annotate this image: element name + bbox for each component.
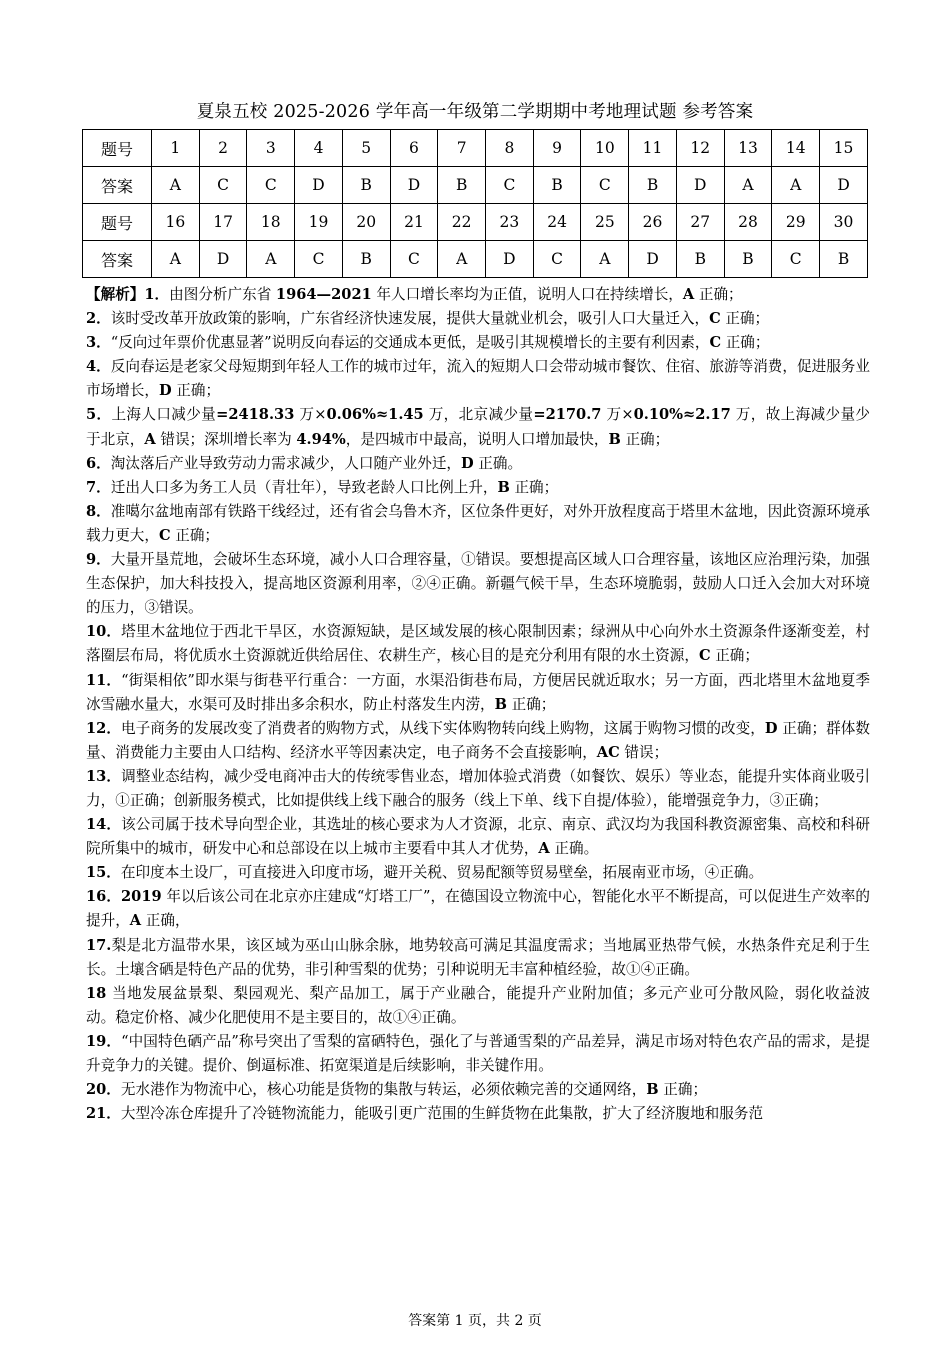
explanation-item	[86, 669, 870, 717]
explanation-text: 淘汰落后产业导致劳动力需求减少，人口随产业外迁，D 正确。	[110, 454, 523, 472]
table-cell: 27	[676, 204, 724, 241]
explanation-text: 2019 年以后该公司在北京亦庄建成“灯塔工厂”，在德国设立物流中心，智能化水平不断提高，可以促进生产效率的提升，A 正确，	[86, 888, 870, 930]
explanation-item	[86, 934, 870, 982]
explanation-item	[86, 1030, 870, 1078]
explanation-section	[86, 283, 870, 1126]
table-row	[83, 167, 868, 204]
explanation-number: 9．	[86, 551, 111, 569]
table-cell: D	[629, 241, 677, 278]
explanation-text: 该时受改革开放政策的影响，广东省经济快速发展，提供大量就业机会，吸引人口大量迁入，C 正确；	[110, 310, 770, 328]
table-cell: A	[724, 167, 772, 204]
table-cell: 17	[199, 204, 247, 241]
explanation-text: 大型冷冻仓库提升了冷链物流能力，能吸引更广范围的生鲜货物在此集散，扩大了经济腹地和服务范	[120, 1105, 764, 1123]
table-cell: 11	[629, 130, 677, 167]
table-cell: B	[533, 167, 581, 204]
table-cell: 2	[199, 130, 247, 167]
table-cell: A	[152, 167, 200, 204]
explanation-text: 塔里木盆地位于西北干旱区，水资源短缺，是区域发展的核心限制因素；绿洲从中心向外水土资源条件逐渐变差，村落圈层布局，将优质水土资源就近供给居住、农耕生产，核心目的是充分利用有限的水土资源，C 正确；	[86, 623, 870, 665]
explanation-number: 20．	[86, 1081, 121, 1099]
table-cell: 25	[581, 204, 629, 241]
explanation-text: 当地发展盆景梨、梨园观光、梨产品加工，属于产业融合，能提升产业附加值；多元产业可分散风险，弱化收益波动。稳定价格、减少化肥使用不是主要目的，故①④正确。	[86, 984, 870, 1026]
table-cell: C	[533, 241, 581, 278]
explanation-item	[86, 355, 870, 403]
explanation-text: 该公司属于技术导向型企业，其选址的核心要求为人才资源，北京、南京、武汉均为我国科教资源密集、高校和科研院所集中的城市，研发中心和总部设在以上城市主要看中其人才优势，A 正确。	[86, 816, 870, 858]
explanation-text: 大量开垦荒地，会破坏生态环境，减小人口合理容量，①错误。要想提高区域人口合理容量，该地区应治理污染，加强生态保护，加大科技投入，提高地区资源利用率，②④正确。新疆气候干旱，生态环境脆弱，鼓励人口迁入会加大对环境的压力，③错误。	[86, 551, 870, 617]
explanation-item	[86, 982, 870, 1030]
table-cell: 1	[152, 130, 200, 167]
explanation-text: “反向过年票价优惠显著”说明反向春运的交通成本更低，是吸引其规模增长的主要有利因素，C 正确；	[110, 334, 770, 352]
explanation-number: 15．	[86, 864, 121, 882]
table-header-cell: 答案	[83, 167, 152, 204]
table-header-cell: 题号	[83, 130, 152, 167]
explanation-text: 上海人口减少量=2418.33 万×0.06%≈1.45 万，北京减少量=2170.7 万×0.10%≈2.17 万，故上海减少量少于北京，A 错误；深圳增长率为 4.94%，是四城市中最高，说明人口增加最快，B 正确；	[86, 406, 870, 448]
table-cell: 9	[533, 130, 581, 167]
table-cell: 19	[295, 204, 343, 241]
table-cell: A	[772, 167, 820, 204]
explanation-number: 17.	[86, 936, 112, 954]
explanation-item	[86, 403, 870, 451]
table-cell: C	[390, 241, 438, 278]
table-cell: A	[247, 241, 295, 278]
table-cell: D	[390, 167, 438, 204]
explanation-item	[86, 765, 870, 813]
table-cell: B	[724, 241, 772, 278]
table-cell: 22	[438, 204, 486, 241]
table-cell: 13	[724, 130, 772, 167]
table-cell: 7	[438, 130, 486, 167]
table-row	[83, 130, 868, 167]
table-cell: B	[342, 241, 390, 278]
table-row	[83, 241, 868, 278]
explanation-item	[86, 1102, 870, 1126]
page-title: 夏泉五校 2025-2026 学年高一年级第二学期期中考地理试题 参考答案	[196, 102, 754, 122]
table-cell: B	[342, 167, 390, 204]
explanation-text: 梨是北方温带水果，该区域为巫山山脉余脉，地势较高可满足其温度需求；当地属亚热带气候，水热条件充足利于生长。土壤含硒是特色产品的优势，非引种雪梨的优势；引种说明无丰富种植经验，故①④正确。	[86, 936, 870, 978]
explanation-number: 3．	[86, 334, 111, 352]
explanation-number: 11．	[86, 671, 122, 689]
explanation-text: 由图分析广东省 1964—2021 年人口增长率均为正值，说明人口在持续增长，A 正确；	[169, 286, 743, 303]
table-cell: C	[295, 241, 343, 278]
table-cell: 5	[342, 130, 390, 167]
table-cell: 15	[820, 130, 868, 167]
explanation-number: 4．	[86, 358, 111, 376]
table-cell: 30	[820, 204, 868, 241]
explanation-number: 13．	[86, 767, 122, 785]
explanation-text: 电子商务的发展改变了消费者的购物方式，从线下实体购物转向线上购物，这属于购物习惯的改变，D 正确；群体数量、消费能力主要由人口结构、经济水平等因素决定，电子商务不会直接影响，AC 错误；	[86, 719, 870, 761]
explanation-number: 【解析】1．	[86, 286, 170, 303]
table-cell: 24	[533, 204, 581, 241]
explanation-text: 无水港作为物流中心，核心功能是货物的集散与转运，必须依赖完善的交通网络，B 正确；	[120, 1081, 708, 1099]
explanation-number: 21．	[86, 1105, 121, 1123]
explanation-item	[86, 861, 870, 885]
table-cell: C	[247, 167, 295, 204]
table-cell: 8	[486, 130, 534, 167]
explanation-item	[86, 548, 870, 620]
explanation-number: 19．	[86, 1032, 122, 1050]
explanation-text: “街渠相依”即水渠与街巷平行重合：一方面，水渠沿街巷布局，方便居民就近取水；另一方面，西北塔里木盆地夏季冰雪融水量大，水渠可及时排出多余积水，防止村落发生内涝，B 正确；	[86, 671, 870, 713]
table-cell: D	[820, 167, 868, 204]
explanation-item	[86, 283, 870, 307]
table-cell: 18	[247, 204, 295, 241]
explanation-number: 10．	[86, 623, 122, 641]
table-cell: A	[581, 241, 629, 278]
table-cell: 28	[724, 204, 772, 241]
table-cell: 10	[581, 130, 629, 167]
table-row	[83, 204, 868, 241]
explanation-number: 7．	[86, 478, 111, 496]
table-cell: B	[820, 241, 868, 278]
explanation-number: 16．	[86, 888, 122, 906]
explanation-item	[86, 813, 870, 861]
table-cell: B	[676, 241, 724, 278]
explanation-text: 在印度本土设厂，可直接进入印度市场，避开关税、贸易配额等贸易壁垒，拓展南亚市场，④正确。	[120, 864, 764, 882]
table-cell: B	[629, 167, 677, 204]
explanation-number: 14．	[86, 816, 122, 834]
table-cell: D	[199, 241, 247, 278]
table-cell: B	[438, 167, 486, 204]
explanation-text: “中国特色硒产品”称号突出了雪梨的富硒特色，强化了与普通雪梨的产品差异，满足市场对特色农产品的需求，是提升竞争力的关键。提价、倒逼标准、拓宽渠道是后续影响，非关键作用。	[86, 1032, 870, 1074]
explanation-text: 反向春运是老家父母短期到年轻人工作的城市过年，流入的短期人口会带动城市餐饮、住宿、旅游等消费，促进服务业市场增长，D 正确；	[86, 358, 870, 400]
explanation-item	[86, 500, 870, 548]
table-header-cell: 题号	[83, 204, 152, 241]
explanation-item	[86, 307, 870, 331]
explanation-number: 18	[86, 984, 112, 1002]
table-cell: 14	[772, 130, 820, 167]
explanation-item	[86, 476, 870, 500]
explanation-item	[86, 885, 870, 933]
table-cell: 23	[486, 204, 534, 241]
table-cell: 4	[295, 130, 343, 167]
table-cell: 21	[390, 204, 438, 241]
explanation-number: 8．	[86, 502, 111, 520]
table-header-cell: 答案	[83, 241, 152, 278]
explanation-number: 5．	[86, 406, 112, 424]
table-cell: 6	[390, 130, 438, 167]
explanation-item	[86, 331, 870, 355]
table-cell: D	[486, 241, 534, 278]
explanation-item	[86, 1078, 870, 1102]
table-cell: 20	[342, 204, 390, 241]
table-cell: C	[486, 167, 534, 204]
explanation-number: 2．	[86, 310, 111, 328]
table-cell: C	[772, 241, 820, 278]
explanation-text: 调整业态结构，减少受电商冲击大的传统零售业态，增加体验式消费（如餐饮、娱乐）等业态，能提升实体商业吸引力，①正确；创新服务模式，比如提供线上线下融合的服务（线上下单、线下自提/体验），能增强竞争力，③正确；	[86, 767, 870, 809]
table-cell: D	[676, 167, 724, 204]
table-cell: 3	[247, 130, 295, 167]
table-cell: 16	[152, 204, 200, 241]
table-cell: D	[295, 167, 343, 204]
explanation-item	[86, 717, 870, 765]
page-footer: 答案第 1 页，共 2 页	[408, 1313, 542, 1329]
table-cell: C	[199, 167, 247, 204]
explanation-text: 准噶尔盆地南部有铁路干线经过，还有省会乌鲁木齐，区位条件更好，对外开放程度高于塔里木盆地，因此资源环境承载力更大，C 正确；	[86, 502, 870, 544]
explanation-text: 迁出人口多为务工人员（青壮年），导致老龄人口比例上升，B 正确；	[110, 478, 559, 496]
answer-table	[82, 129, 868, 278]
explanation-number: 6．	[86, 454, 111, 472]
table-cell: 12	[676, 130, 724, 167]
table-cell: C	[581, 167, 629, 204]
table-cell: 29	[772, 204, 820, 241]
explanation-item	[86, 620, 870, 668]
explanation-item	[86, 452, 870, 476]
table-cell: 26	[629, 204, 677, 241]
table-cell: A	[152, 241, 200, 278]
table-cell: A	[438, 241, 486, 278]
explanation-number: 12．	[86, 719, 121, 737]
